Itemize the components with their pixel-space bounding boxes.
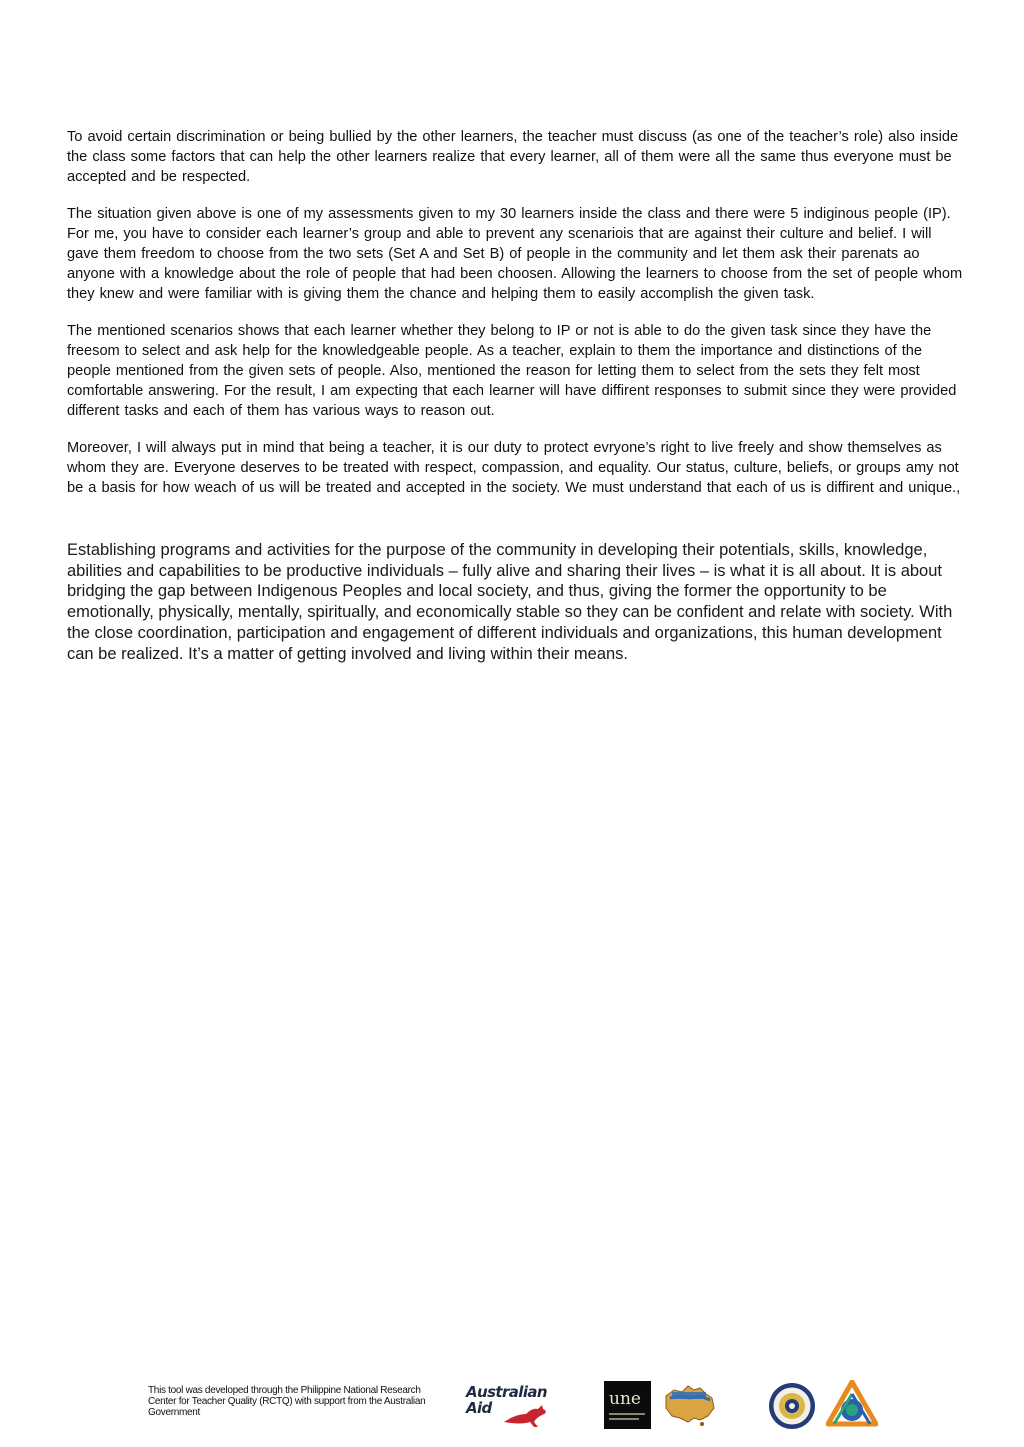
seal-icon <box>768 1382 816 1430</box>
kangaroo-icon <box>500 1400 560 1430</box>
une-logo-text: une <box>609 1389 641 1409</box>
paragraph-4: Moreover, I will always put in mind that being a teacher, it is our duty to protect evryone’s right to live freely and show themselves as whom they are. Everyone deserves to be treated with respect, compassion, and equality. Our status, culture, beliefs, or groups amy not be a basis for how weach of us will be treated and accepted in the society. We must understand that each of us is diffirent and unique., <box>67 440 961 496</box>
rctq-logo <box>826 1380 878 1430</box>
footer <box>0 1378 1024 1438</box>
aid-logo-line2: Aid <box>466 1399 492 1417</box>
australia-map-icon <box>660 1382 718 1426</box>
paragraph-1: To avoid certain discrimination or being bullied by the other learners, the teacher must discuss (as one of the teacher’s role) also inside the class some factors that can help the other learners realize that every learner, all of them were all the same thus everyone must be accepted and be respected. <box>67 129 959 185</box>
une-logo-subtitle-bar-2 <box>609 1418 639 1420</box>
closing-paragraph: Establishing programs and activities for the purpose of the community in developing their potentials, skills, knowledge, abilities and capabilities to be productive individuals – fully alive and sharing their lives – is what it is all about. It is about bridging the gap between Indigenous Peoples and local society, and thus, giving the former the opportunity to be emotionally, physically, mentally, spiritually, and economically stable so they can be confident and relate with society. With the close coordination, participation and engagement of different individuals and organizations, this human development can be realized. It’s a matter of getting involved and living within their means. <box>67 541 953 663</box>
simer-logo <box>660 1382 718 1426</box>
body-text <box>67 127 967 664</box>
deped-seal-logo <box>768 1382 816 1430</box>
une-logo-subtitle-bar <box>609 1413 645 1415</box>
australian-aid-logo <box>466 1384 566 1428</box>
paragraph-3: The mentioned scenarios shows that each learner whether they belong to IP or not is able to do the given task since they have the freesom to select and ask help for the knowledgeable people. As a teacher, explain to them the importance and distinctions of the people mentioned from the given sets of people. Also, mentioned the reason for letting them to select from the sets they felt most comfortable answering. For the result, I am expecting that each learner will have diffirent responses to submit since they were provided different tasks and each of them has various ways to reason out. <box>67 323 957 419</box>
rctq-emblem-icon <box>826 1380 878 1430</box>
footer-note: This tool was developed through the Philippine National Research Center for Teacher Quality (RCTQ) with support from the Australian Government <box>148 1385 426 1418</box>
aid-logo-line1: Australian <box>466 1383 547 1401</box>
une-logo <box>604 1381 651 1429</box>
paragraph-2: The situation given above is one of my assessments given to my 30 learners inside the class and there were 5 indiginous people (IP). For me, you have to consider each learner’s group and able to prevent any scenariois that are against their culture and belief. I will gave them freedom to choose from the two sets (Set A and Set B) of people in the community and let them ask their parenats ao anyone with a knowledge about the role of people that had been choosen. Allowing the learners to choose from the set of people whom they knew and were familiar with is giving them the chance and helping them to easily accomplish the given task. <box>67 206 963 302</box>
